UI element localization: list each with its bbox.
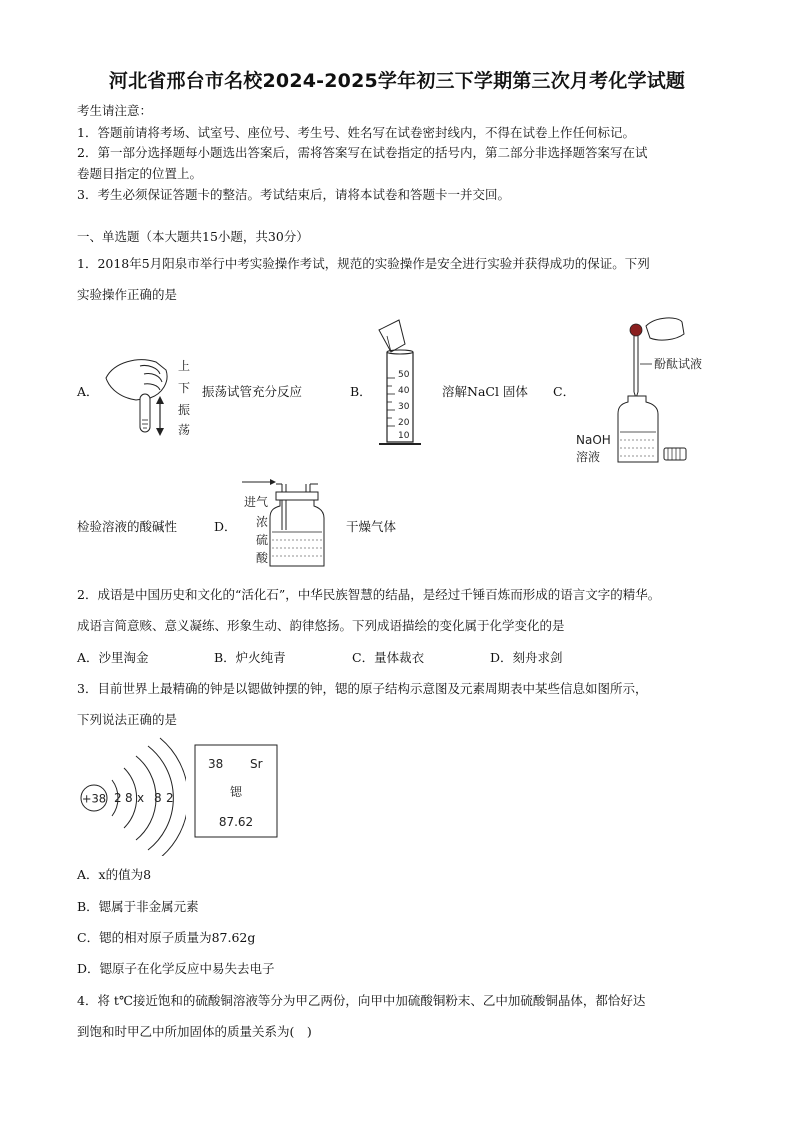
gas-inlet-label: 进气	[244, 495, 269, 509]
nucleus-charge: +38	[81, 791, 107, 806]
periodic-table-cell	[194, 744, 278, 838]
section-heading: 一、单选题（本大题共15小题，共30分）	[77, 229, 309, 244]
q1-stem-cont: 实验操作正确的是	[77, 287, 178, 302]
q1-option-b-text: 溶解NaCl 固体	[442, 384, 528, 399]
strontium-atom-structure-diagram	[76, 736, 186, 856]
q1-option-c-text: 检验溶液的酸碱性	[77, 519, 178, 534]
dropper-label: 酚酞试液	[654, 357, 703, 371]
q3-option-c: C．锶的相对原子质量为87.62g	[77, 930, 256, 945]
q2-option-c: C．量体裁衣	[352, 650, 425, 665]
phenolphthalein-test-figure	[572, 312, 722, 470]
element-name: 锶	[229, 785, 243, 799]
notice-item-2: 2．第一部分选择题每小题选出答案后，需将答案写在试卷指定的括号内，第二部分非选择题答案写在试	[77, 145, 648, 160]
a-fig-char-2: 下	[178, 381, 191, 395]
cylinder-tick-30: 30	[398, 402, 410, 412]
q3-option-b: B．锶属于非金属元素	[77, 899, 199, 914]
q2-stem-cont: 成语言简意赅、意义凝练、形象生动、韵律悠扬。下列成语描绘的变化属于化学变化的是	[77, 618, 565, 633]
notice-item-1: 1．答题前请将考场、试室号、座位号、考生号、姓名写在试卷密封线内，不得在试卷上作任何标记。	[77, 125, 635, 140]
shell-4-electrons: 8	[154, 791, 162, 805]
acid-char-1: 浓	[256, 515, 269, 529]
q1-option-b-label: B．	[350, 384, 372, 399]
element-symbol: Sr	[250, 757, 263, 771]
q2-option-a: A．沙里淘金	[77, 650, 149, 665]
q3-option-d: D．锶原子在化学反应中易失去电子	[77, 961, 275, 976]
shaking-test-tube-figure	[100, 350, 200, 440]
q1-option-d-label: D．	[214, 519, 237, 534]
acid-char-3: 酸	[256, 551, 269, 565]
q2-option-b: B．炉火纯青	[214, 650, 286, 665]
a-fig-char-1: 上	[178, 359, 191, 373]
q3-option-a: A．x的值为8	[77, 867, 152, 882]
page-title: 河北省邢台市名校2024-2025学年初三下学期第三次月考化学试题	[108, 70, 686, 92]
bottle-label-line1: NaOH	[576, 433, 611, 447]
acid-char-2: 硫	[256, 533, 269, 547]
q2-option-d: D．刻舟求剑	[490, 650, 563, 665]
notice-item-3: 3．考生必须保证答题卡的整洁。考试结束后，请将本试卷和答题卡一并交回。	[77, 187, 510, 202]
gas-drying-bottle-figure	[240, 474, 340, 570]
q3-stem: 3．目前世界上最精确的钟是以锶做钟摆的钟，锶的原子结构示意图及元素周期表中某些信息如图所示，	[77, 681, 648, 696]
cylinder-tick-20: 20	[398, 418, 410, 428]
shell-5-electrons: 2	[166, 791, 174, 805]
q2-stem: 2．成语是中国历史和文化的“活化石”，中华民族智慧的结晶，是经过千锤百炼而形成的语言文字的精华。	[77, 587, 661, 602]
a-fig-char-4: 荡	[178, 423, 191, 437]
shell-2-electrons: 8	[125, 791, 133, 805]
atomic-mass: 87.62	[218, 815, 254, 829]
q4-stem-cont: 到饱和时甲乙中所加固体的质量关系为( )	[77, 1024, 312, 1039]
bottle-label-line2: 溶液	[576, 450, 601, 464]
q1-stem: 1．2018年5月阳泉市举行中考实验操作考试，规范的实验操作是安全进行实验并获得成功的保证。下列	[77, 256, 650, 271]
q3-stem-cont: 下列说法正确的是	[77, 712, 178, 727]
q1-option-d-text: 干燥气体	[346, 519, 397, 534]
graduated-cylinder-figure	[365, 318, 435, 454]
q1-option-a-text: 振荡试管充分反应	[202, 384, 303, 399]
cylinder-tick-40: 40	[398, 386, 410, 396]
q1-option-a-label: A．	[77, 384, 99, 399]
a-fig-char-3: 振	[178, 403, 191, 417]
q4-stem: 4．将 t℃接近饱和的硫酸铜溶液等分为甲乙两份，向甲中加硫酸铜粉末、乙中加硫酸铜晶体，都恰好达	[77, 993, 646, 1008]
shell-1-electrons: 2	[114, 791, 122, 805]
cylinder-tick-10: 10	[398, 431, 410, 441]
notice-item-2-cont: 卷题目指定的位置上。	[77, 166, 203, 181]
shell-3-electrons: x	[137, 791, 145, 805]
cylinder-tick-50: 50	[398, 370, 410, 380]
q1-option-c-label: C．	[553, 384, 576, 399]
notice-heading: 考生请注意：	[77, 103, 153, 118]
atomic-number: 38	[208, 757, 224, 771]
